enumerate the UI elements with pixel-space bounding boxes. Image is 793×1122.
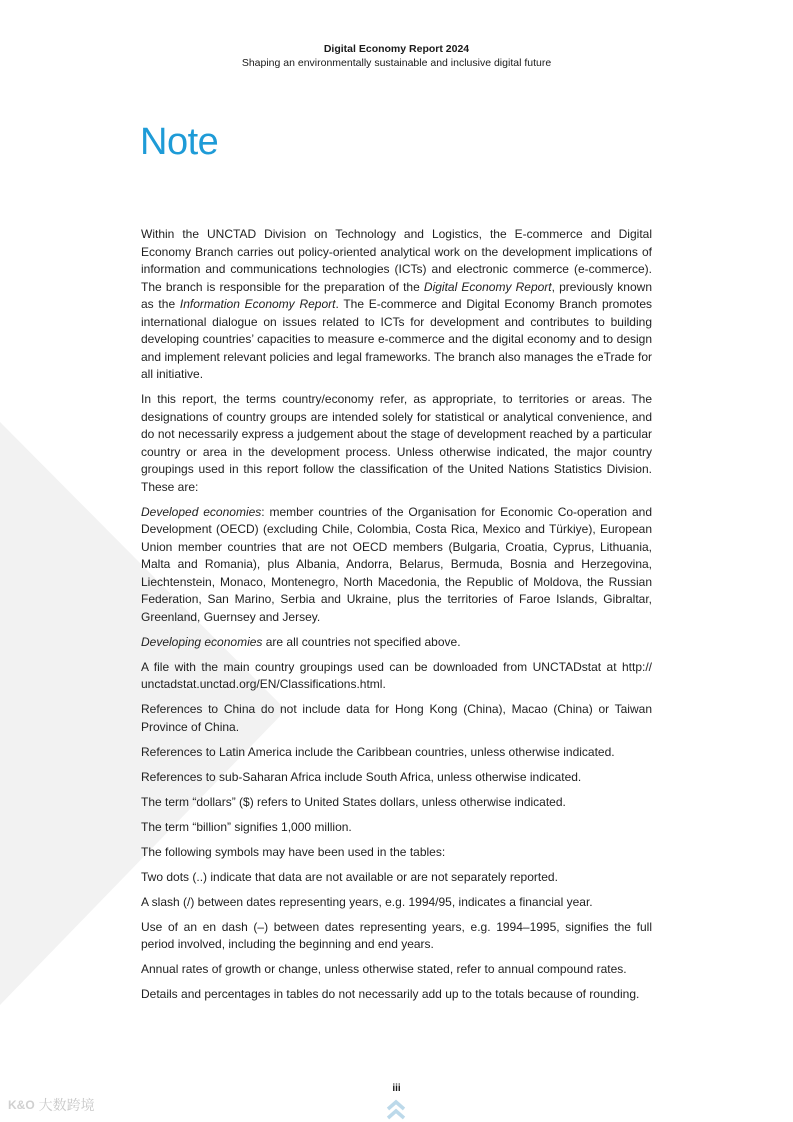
paragraph-division-description xyxy=(141,226,652,384)
paragraph-symbols-intro: The following symbols may have been used in the tables: xyxy=(141,844,446,859)
page-number: iii xyxy=(392,1083,401,1094)
paragraph-annual-rates: Annual rates of growth or change, unless otherwise stated, refer to annual compound rates. xyxy=(141,962,627,976)
paragraph-dollars: The term “dollars” ($) refers to United States dollars, unless otherwise indicated. xyxy=(141,794,566,809)
paragraph-developed-economies xyxy=(141,504,652,627)
paragraph-en-dash: Use of an en dash (–) between dates representing years, e.g. 1994–1995, signifies the full period involved, including the beginning and end years. xyxy=(141,919,652,951)
watermark-logo: K&O xyxy=(8,1098,35,1112)
paragraph-rounding: Details and percentages in tables do not necessarily add up to the totals because of rounding. xyxy=(141,987,640,1001)
watermark xyxy=(8,1095,95,1115)
paragraph-sub-saharan-africa: References to sub-Saharan Africa include South Africa, unless otherwise indicated. xyxy=(141,769,582,784)
double-chevron-up-icon xyxy=(385,1098,407,1122)
paragraph-text: : member countries of the Organisation for Economic Co-operation and Development (OECD) (excluding Chile, Colombia, Costa Rica, Mexico and Türkiye), European Union member countries that are not OECD members (Bulgaria, Croatia, Cyprus, Lithuania, Malta and Romania), plus Albania, Andorra, Belarus, Bermuda, Bosnia and Herzegovina, Liechtenstein, Monaco, Montenegro, North Macedonia, the Republic of Moldova, the Russian Federation, San Marino, Serbia and Ukraine, plus the territories of Faroe Islands, Gibraltar, Greenland, Guernsey and Jersey. xyxy=(141,504,652,624)
paragraph-text: Within the UNCTAD Division on Technology and Logistics, the E-commerce and Digital Economy Branch carries out policy-oriented analytical work on the development implications of information and communications technologies (ICTs) and electronic commerce (e-commerce). The branch is responsible for the preparation of the xyxy=(141,227,652,294)
watermark-text: 大数跨境 xyxy=(38,1097,95,1113)
paragraph-text: . The E-commerce and Digital Economy Branch promotes international dialogue on issues related to ICTs for development and contributes to building developing countries’ capacities to measure e-commerce and the digital economy and to design and implement relevant policies and legal frameworks. The branch also manages the eTrade for all initiative. xyxy=(141,297,652,381)
report-name-italic: Information Economy Report xyxy=(179,297,336,311)
term-italic: Developed economies xyxy=(141,504,262,519)
page-title: Note xyxy=(140,121,219,163)
paragraph-text: , previously known as the xyxy=(141,279,652,311)
note-body xyxy=(141,226,652,1011)
paragraph-text: are all countries not specified above. xyxy=(262,634,461,649)
paragraph-groupings-file: A file with the main country groupings used can be downloaded from UNCTADstat at http:// unctadstat.unctad.org/EN/Classifications.html. xyxy=(141,659,652,691)
header-report-title: Digital Economy Report 2024 xyxy=(323,43,470,55)
report-name-italic: Digital Economy Report xyxy=(423,279,552,294)
paragraph-terms-definition: In this report, the terms country/economy refer, as appropriate, to territories or areas. The designations of country groups are intended solely for statistical or analytical convenience, and do not necessarily express a judgement about the stage of development reached by a particular country or area in the development process. Unless otherwise indicated, the major country groupings used in this report follow the classification of the United Nations Statistics Division. These are: xyxy=(141,392,652,494)
paragraph-china-references: References to China do not include data for Hong Kong (China), Macao (China) or Taiwan Province of China. xyxy=(141,702,652,734)
paragraph-two-dots: Two dots (..) indicate that data are not available or are not separately reported. xyxy=(141,869,558,884)
paragraph-billion: The term “billion” signifies 1,000 million. xyxy=(141,819,352,834)
term-italic: Developing economies xyxy=(141,634,263,649)
paragraph-slash: A slash (/) between dates representing years, e.g. 1994/95, indicates a financial year. xyxy=(141,894,593,909)
paragraph-developing-economies xyxy=(141,634,652,652)
paragraph-latin-america: References to Latin America include the Caribbean countries, unless otherwise indicated. xyxy=(141,744,615,759)
running-header xyxy=(0,42,793,71)
header-report-subtitle: Shaping an environmentally sustainable and inclusive digital future xyxy=(241,57,552,69)
